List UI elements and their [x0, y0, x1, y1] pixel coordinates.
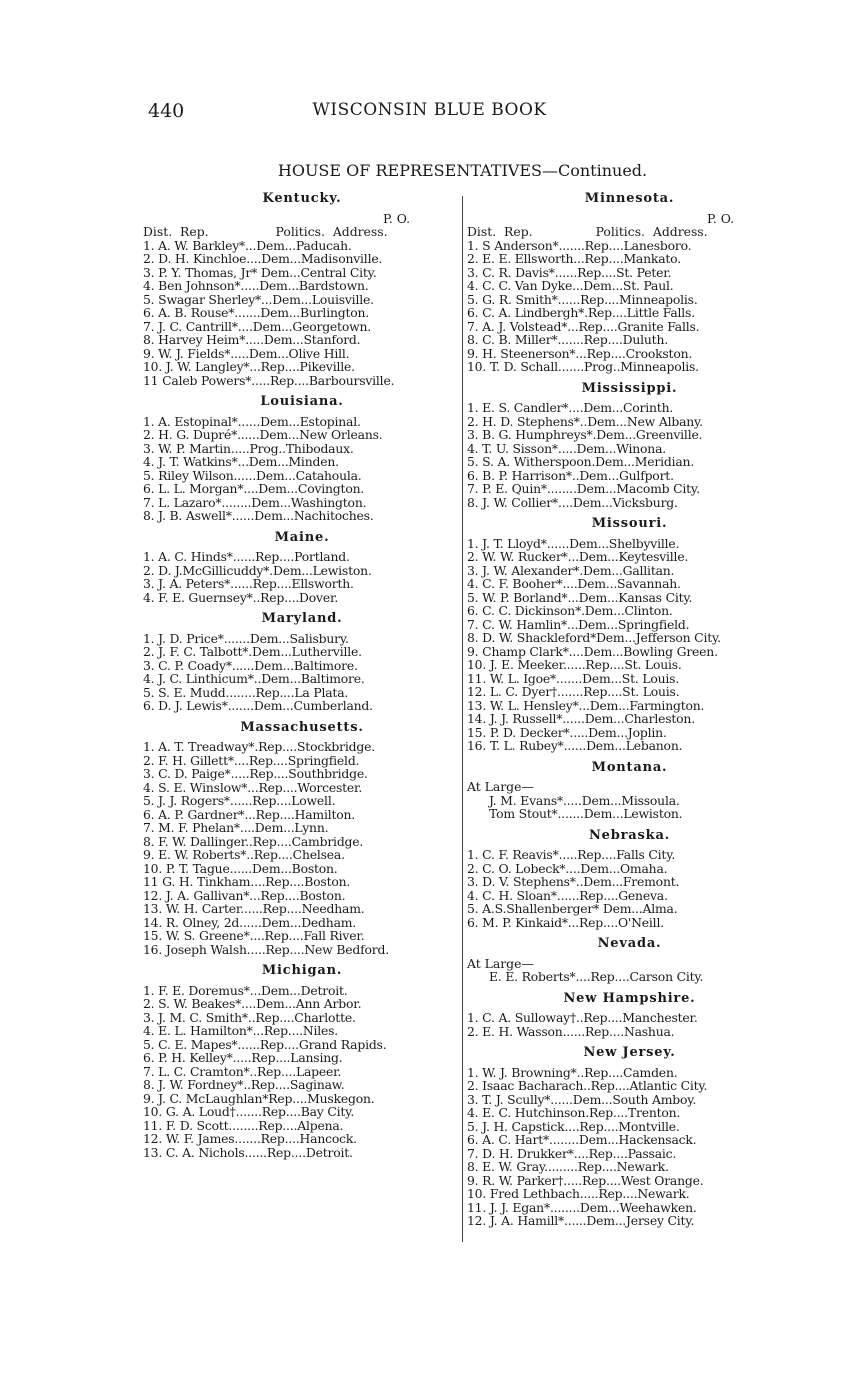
- member-list: [467, 1011, 792, 1038]
- member-list: [143, 550, 461, 604]
- state-section-montana: [467, 761, 792, 821]
- column-divider: [462, 196, 463, 1242]
- state-heading: Nevada.: [597, 936, 662, 951]
- at-large-label: At Large—: [467, 955, 534, 971]
- column-header: Dist. Rep. Politics. Address.: [467, 224, 708, 239]
- member-entry: 10. J. W. Langley*...Rep....Pikeville.: [143, 359, 355, 374]
- member-entry: 5. J. J. Rogers*......Rep....Lowell.: [143, 793, 336, 808]
- member-entry: 9. J. C. McLaughlan*Rep....Muskegon.: [143, 1090, 375, 1106]
- member-entry: 2. C. O. Lobeck*....Dem...Omaha.: [467, 860, 668, 876]
- member-entry: 2. D. H. Kinchloe....Dem...Madisonville.: [143, 251, 383, 266]
- member-list: [467, 970, 792, 984]
- state-heading: New Jersey.: [583, 1045, 676, 1060]
- member-entry: 16. T. L. Rubey*......Dem...Lebanon.: [467, 738, 683, 753]
- member-entry: 3. J. A. Peters*......Rep....Ellsworth.: [143, 576, 354, 591]
- member-entry: 6. C. A. Lindbergh*.Rep....Little Falls.: [467, 305, 695, 320]
- member-entry: 5. A.S.Shallenberger* Dem...Alma.: [467, 901, 678, 916]
- member-entry: 2. E. H. Wasson......Rep....Nashua.: [467, 1023, 675, 1039]
- member-entry: 15. P. D. Decker*.....Dem...Joplin.: [467, 724, 667, 740]
- member-entry: 11. F. D. Scott........Rep....Alpena.: [143, 1117, 344, 1133]
- member-entry: 7. L. C. Cramton*..Rep....Lapeer.: [143, 1063, 342, 1079]
- member-entry: 13. C. A. Nichols......Rep....Detroit.: [143, 1144, 353, 1160]
- member-entry: 4. C. H. Sloan*......Rep....Geneva.: [467, 887, 668, 903]
- member-entry: 5. S. E. Mudd........Rep....La Plata.: [143, 684, 349, 700]
- member-entry: 3. C. P. Coady*......Dem...Baltimore.: [143, 657, 358, 673]
- member-entry: 10. J. E. Meeker......Rep....St. Louis.: [467, 657, 682, 672]
- member-list: [467, 1066, 792, 1228]
- member-entry: 1. A. T. Treadway*.Rep....Stockbridge.: [143, 739, 375, 754]
- member-entry: 1. A. Estopinal*......Dem...Estopinal.: [143, 413, 361, 429]
- member-entry: 4. E. L. Hamilton*...Rep....Niles.: [143, 1023, 339, 1038]
- member-list: [467, 401, 792, 509]
- state-section-kentucky: [143, 192, 461, 387]
- member-entry: 16. Joseph Walsh.....Rep....New Bedford.: [143, 941, 389, 957]
- member-entry: 9. W. J. Fields*.....Dem...Olive Hill.: [143, 345, 350, 361]
- member-entry: 8. Harvey Heim*.....Dem...Stanford.: [143, 332, 361, 347]
- member-entry: 12. J. A. Gallivan*...Rep....Boston.: [143, 887, 346, 903]
- state-heading: Maryland.: [261, 611, 343, 626]
- state-section-louisiana: [143, 395, 461, 523]
- member-entry: 11 Caleb Powers*.....Rep....Barboursville.: [143, 372, 395, 388]
- state-section-michigan: [143, 964, 461, 1159]
- state-section-maryland: [143, 612, 461, 713]
- member-entry: 6. B. P. Harrison*..Dem...Gulfport.: [467, 467, 674, 483]
- member-entry: 2. Isaac Bacharach..Rep....Atlantic City.: [467, 1078, 708, 1093]
- member-list: [467, 794, 792, 821]
- state-section-mississippi: [467, 382, 792, 510]
- member-entry: 1. W. J. Browning*..Rep....Camden.: [467, 1064, 678, 1080]
- member-entry: 1. A. W. Barkley*...Dem...Paducah.: [143, 237, 352, 253]
- member-list: [143, 415, 461, 523]
- member-entry: 6. A. P. Gardner*...Rep....Hamilton.: [143, 806, 356, 822]
- member-entry: 2. D. J.McGillicuddy*.Dem...Lewiston.: [143, 562, 372, 578]
- member-entry: 3. J. W. Alexander*.Dem...Gallitan.: [467, 562, 675, 578]
- member-entry: 7. A. J. Volstead*...Rep....Granite Falls.: [467, 318, 700, 334]
- member-entry: 9. E. W. Roberts*..Rep....Chelsea.: [143, 847, 345, 862]
- member-entry: 10. Fred Lethbach.....Rep....Newark.: [467, 1186, 690, 1201]
- member-entry: 10. P. T. Tague......Dem...Boston.: [143, 860, 338, 876]
- member-entry: 11 G. H. Tinkham....Rep....Boston.: [143, 874, 351, 889]
- state-heading: Mississippi.: [581, 380, 678, 396]
- member-entry: 8. F. W. Dallinger..Rep....Cambridge.: [143, 833, 364, 849]
- state-section-new-hampshire: [467, 992, 792, 1039]
- member-entry: 2. J. F. C. Talbott*.Dem...Lutherville.: [143, 644, 362, 659]
- member-entry: 4. Ben Johnson*.....Dem...Bardstown.: [143, 278, 369, 293]
- state-section-nevada: [467, 937, 792, 984]
- member-entry: 8. J. W. Collier*....Dem...Vicksburg.: [467, 494, 678, 510]
- state-heading: New Hampshire.: [563, 990, 696, 1006]
- member-entry: 7. J. C. Cantrill*....Dem...Georgetown.: [143, 318, 372, 334]
- member-entry: 6. A. B. Rouse*.......Dem...Burlington.: [143, 305, 370, 320]
- member-entry: 7. L. Lazaro*........Dem...Washington.: [143, 494, 367, 510]
- member-entry: 13. W. L. Hensley*...Dem...Farmington.: [467, 697, 705, 713]
- member-entry: 1. S Anderson*.......Rep....Lanesboro.: [467, 237, 692, 253]
- member-entry: 14. R. Olney, 2d......Dem...Dedham.: [143, 914, 357, 930]
- member-entry: E. E. Roberts*....Rep....Carson City.: [489, 969, 704, 984]
- member-entry: Tom Stout*.......Dem...Lewiston.: [489, 806, 683, 821]
- member-entry: 7. C. W. Hamlin*...Dem...Springfield.: [467, 616, 690, 632]
- member-entry: 4. T. U. Sisson*.....Dem...Winona.: [467, 440, 667, 456]
- state-heading: Massachusetts.: [240, 719, 364, 735]
- state-heading: Louisiana.: [260, 394, 344, 409]
- state-heading: Michigan.: [261, 963, 343, 978]
- member-entry: 6. A. C. Hart*........Dem...Hackensack.: [467, 1132, 697, 1147]
- at-large-label: At Large—: [467, 779, 534, 794]
- member-entry: 8. C. B. Miller*.......Rep....Duluth.: [467, 332, 668, 347]
- member-entry: 11. J. J. Egan*........Dem...Weehawken.: [467, 1199, 697, 1215]
- member-entry: 10. G. A. Loud†.......Rep....Bay City.: [143, 1104, 355, 1119]
- state-section-nebraska: [467, 829, 792, 930]
- member-entry: 4. E. C. Hutchinson.Rep....Trenton.: [467, 1105, 681, 1120]
- member-entry: 3. C. D. Paige*.....Rep....Southbridge.: [143, 766, 368, 781]
- running-head: WISCONSIN BLUE BOOK: [312, 100, 547, 120]
- member-entry: 1. J. D. Price*.......Dem...Salisbury.: [143, 630, 349, 646]
- member-entry: 4. F. E. Guernsey*..Rep....Dover.: [143, 589, 339, 605]
- member-entry: 3. D. V. Stephens*..Dem...Fremont.: [467, 874, 680, 889]
- state-section-massachusetts: [143, 721, 461, 957]
- member-entry: 6. D. J. Lewis*.......Dem...Cumberland.: [143, 698, 373, 713]
- member-entry: 4. C. F. Booher*....Dem...Savannah.: [467, 576, 681, 591]
- member-list: [143, 239, 461, 388]
- member-entry: 1. J. T. Lloyd*......Dem...Shelbyville.: [467, 535, 680, 551]
- member-entry: 8. D. W. Shackleford*Dem...Jefferson City.: [467, 630, 721, 645]
- member-entry: 6. P. H. Kelley*.....Rep....Lansing.: [143, 1050, 343, 1065]
- member-entry: 12. L. C. Dyer†.......Rep....St. Louis.: [467, 684, 680, 699]
- member-entry: 6. L. L. Morgan*....Dem...Covington.: [143, 481, 365, 496]
- member-entry: 4. C. C. Van Dyke...Dem...St. Paul.: [467, 278, 674, 293]
- member-list: [143, 740, 461, 956]
- member-entry: 9. H. Steenerson*...Rep....Crookston.: [467, 345, 693, 361]
- member-entry: 5. S. A. Witherspoon.Dem...Meridian.: [467, 454, 695, 469]
- member-entry: 5. G. R. Smith*......Rep....Minneapolis.: [467, 291, 698, 307]
- member-entry: 3. P. Y. Thomas, Jr* Dem...Central City.: [143, 264, 377, 280]
- member-entry: 7. M. F. Phelan*....Dem...Lynn.: [143, 820, 329, 835]
- member-entry: 2. F. H. Gillett*....Rep....Springfield.: [143, 752, 360, 768]
- member-entry: 11. W. L. Igoe*.......Dem...St. Louis.: [467, 670, 680, 686]
- state-heading: Nebraska.: [589, 827, 670, 843]
- member-entry: 5. C. E. Mapes*......Rep....Grand Rapids.: [143, 1036, 387, 1052]
- member-list: [467, 239, 792, 374]
- member-entry: 6. C. C. Dickinson*.Dem...Clinton.: [467, 603, 673, 618]
- member-entry: 1. C. A. Sulloway†..Rep....Manchester.: [467, 1010, 698, 1025]
- page-number: 440: [148, 100, 185, 122]
- member-entry: 2. S. W. Beakes*....Dem...Ann Arbor.: [143, 996, 362, 1011]
- state-section-missouri: [467, 517, 792, 753]
- member-entry: 7. D. H. Drukker*....Rep....Passaic.: [467, 1145, 677, 1161]
- member-list: [467, 848, 792, 929]
- member-entry: 5. J. H. Capstick....Rep....Montville.: [467, 1118, 680, 1134]
- state-heading: Kentucky.: [262, 191, 342, 206]
- member-entry: 1. F. E. Doremus*...Dem...Detroit.: [143, 982, 348, 998]
- state-heading: Minnesota.: [584, 191, 675, 206]
- member-entry: 3. B. G. Humphreys*.Dem...Greenville.: [467, 427, 703, 442]
- left-column: [143, 192, 461, 1159]
- member-entry: 12. J. A. Hamill*......Dem...Jersey City.: [467, 1213, 695, 1228]
- po-label: P. O.: [707, 210, 735, 226]
- member-entry: 14. J. J. Russell*......Dem...Charleston.: [467, 711, 695, 726]
- member-entry: 9. Champ Clark*....Dem...Bowling Green.: [467, 643, 718, 659]
- right-column: [467, 192, 792, 1228]
- column-header: Dist. Rep. Politics. Address.: [143, 224, 388, 239]
- member-entry: 5. Swagar Sherley*...Dem...Louisville.: [143, 291, 374, 307]
- member-entry: 9. R. W. Parker†.....Rep....West Orange.: [467, 1172, 704, 1188]
- member-entry: 8. J. W. Fordney*..Rep....Saginaw.: [143, 1077, 345, 1092]
- state-heading: Missouri.: [591, 516, 668, 531]
- member-entry: 4. J. T. Watkins*...Dem...Minden.: [143, 454, 339, 469]
- state-heading: Montana.: [591, 759, 668, 775]
- member-entry: 2. W. W. Rucker*...Dem...Keytesville.: [467, 549, 689, 564]
- member-entry: 2. H. D. Stephens*..Dem...New Albany.: [467, 413, 703, 429]
- member-entry: 3. J. M. C. Smith*..Rep....Charlotte.: [143, 1009, 356, 1025]
- state-section-maine: [143, 531, 461, 605]
- member-entry: 10. T. D. Schall.......Prog..Minneapolis.: [467, 359, 699, 374]
- member-entry: 1. A. C. Hinds*......Rep....Portland.: [143, 549, 350, 564]
- member-entry: 8. E. W. Gray.........Rep....Newark.: [467, 1159, 669, 1174]
- member-entry: 4. S. E. Winslow*...Rep....Worcester.: [143, 779, 363, 795]
- member-entry: 5. W. P. Borland*...Dem...Kansas City.: [467, 589, 693, 605]
- state-heading: Maine.: [274, 529, 330, 545]
- member-entry: 6. M. P. Kinkaid*...Rep....O'Neill.: [467, 914, 664, 930]
- po-label: P. O.: [383, 210, 411, 226]
- member-entry: 1. E. S. Candler*....Dem...Corinth.: [467, 400, 674, 415]
- member-entry: 1. C. F. Reavis*.....Rep....Falls City.: [467, 847, 676, 862]
- state-section-minnesota: [467, 192, 792, 374]
- member-entry: 4. J. C. Linthicum*..Dem...Baltimore.: [143, 671, 365, 686]
- member-entry: 5. Riley Wilson......Dem...Catahoula.: [143, 467, 362, 483]
- member-entry: 8. J. B. Aswell*......Dem...Nachitoches.: [143, 508, 374, 523]
- member-entry: 2. E. E. Ellsworth...Rep....Mankato.: [467, 251, 681, 266]
- member-entry: 15. W. S. Greene*....Rep....Fall River.: [143, 928, 365, 943]
- member-entry: 13. W. H. Carter......Rep....Needham.: [143, 901, 365, 916]
- member-list: [467, 537, 792, 753]
- state-section-new-jersey: [467, 1046, 792, 1228]
- member-entry: 3. T. J. Scully*......Dem...South Amboy.: [467, 1091, 697, 1107]
- member-entry: 2. H. G. Dupré*......Dem...New Orleans.: [143, 427, 383, 442]
- member-entry: 3. W. P. Martin.....Prog..Thibodaux.: [143, 440, 354, 456]
- member-entry: J. M. Evans*.....Dem...Missoula.: [489, 792, 680, 808]
- member-entry: 12. W. F. James.......Rep....Hancock.: [143, 1131, 357, 1146]
- member-entry: 3. C. R. Davis*......Rep....St. Peter.: [467, 264, 672, 280]
- member-list: [143, 632, 461, 713]
- member-list: [143, 984, 461, 1160]
- section-title: HOUSE OF REPRESENTATIVES—Continued.: [277, 161, 648, 180]
- member-entry: 7. P. E. Quin*........Dem...Macomb City.: [467, 481, 700, 496]
